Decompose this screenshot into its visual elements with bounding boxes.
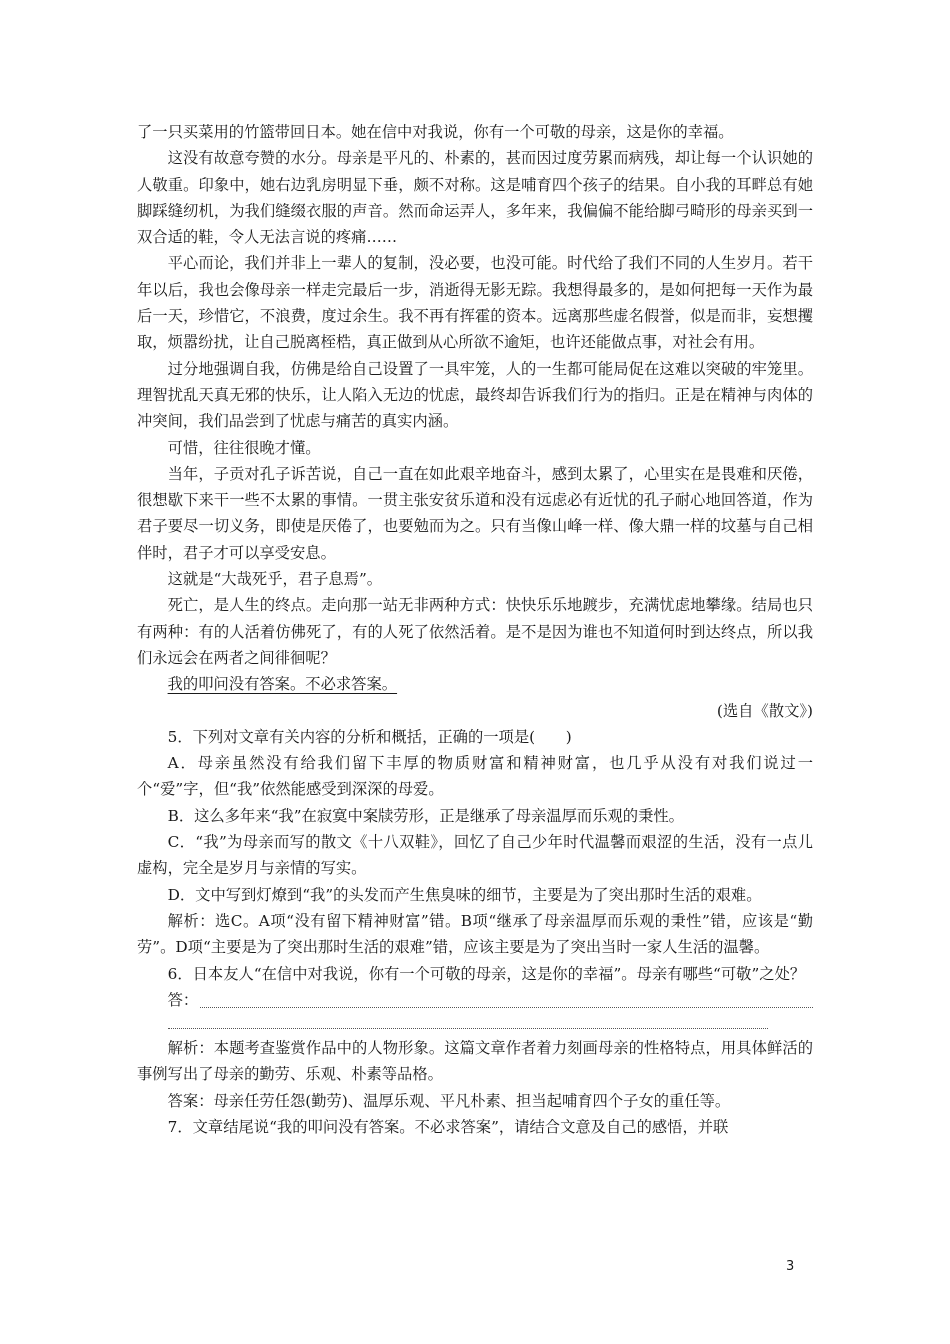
paragraph-3: 平心而论，我们并非上一辈人的复制，没必要，也没可能。时代给了我们不同的人生岁月。若干年以后，我也会像母亲一样走完最后一步，消逝得无影无踪。我想得最多的，是如何把每一天作为最后一天，珍惜它，不浪费，度过余生。我不再有挥霍的资本。远离那些虚名假誉，似是而非，妄想攫取，烦嚣纷扰，让自己脱离桎梏，真正做到从心所欲不逾矩，也许还能做点事，对社会有用。 xyxy=(137,254,813,352)
underlined-sentence: 我的叩问没有答案。不必求答案。 xyxy=(167,675,398,694)
question-5-option-a: A．母亲虽然没有给我们留下丰厚的物质财富和精神财富，也几乎从没有对我们说过一个“爱”字，但“我”依然能感受到深深的母爱。 xyxy=(137,754,813,799)
question-7-stem: 7．文章结尾说“我的叩问没有答案。不必求答案”，请结合文意及自己的感悟，并联 xyxy=(167,1117,729,1136)
question-6-answer: 答案：母亲任劳任怨(勤劳)、温厚乐观、平凡朴素、担当起哺育四个子女的重任等。 xyxy=(167,1091,731,1110)
paragraph-2: 这没有故意夸赞的水分。母亲是平凡的、朴素的，甚而因过度劳累而病残，却让每一个认识她的人敬重。印象中，她右边乳房明显下垂，颇不对称。这是哺育四个孩子的结果。自小我的耳畔总有她脚踩缝纫机，为我们缝缀衣服的声音。然而命运弄人，多年来，我偏偏不能给脚弓畸形的母亲买到一双合适的鞋，令人无法言说的疼痛…… xyxy=(137,149,813,247)
answer-label: 答： xyxy=(167,990,199,1009)
page-number: 3 xyxy=(786,1259,795,1274)
answer-line xyxy=(137,987,813,1013)
paragraph-7: 这就是“大哉死乎，君子息焉”。 xyxy=(167,570,383,589)
paragraph-9-underlined xyxy=(137,671,813,697)
question-5-option-c: C．“我”为母亲而写的散文《十八双鞋》，回忆了自己少年时代温馨而艰涩的生活，没有一点儿虚构，完全是岁月与亲情的写实。 xyxy=(137,833,813,878)
question-5-option-b: B．这么多年来“我”在寂寞中案牍劳形，正是继承了母亲温厚而乐观的秉性。 xyxy=(167,806,684,825)
paragraph-6: 当年，子贡对孔子诉苦说，自己一直在如此艰辛地奋斗，感到太累了，心里实在是畏难和厌倦，很想歇下来干一些不太累的事情。一贯主张安贫乐道和没有远虑必有近忧的孔子耐心地回答道，作为君子要尽一切义务，即使是厌倦了，也要勉而为之。只有当像山峰一样、像大鼎一样的坟墓与自己相伴时，君子才可以享受安息。 xyxy=(137,464,813,562)
paragraph-8: 死亡，是人生的终点。走向那一站无非两种方式：快快乐乐地踱步，充满忧虑地攀缘。结局也只有两种：有的人活着仿佛死了，有的人死了依然活着。是不是因为谁也不知道何时到达终点，所以我们永远会在两者之间徘徊呢？ xyxy=(137,596,813,667)
question-5-stem: 5．下列对文章有关内容的分析和概括，正确的一项是( ) xyxy=(167,727,572,746)
answer-dotted-line-2 xyxy=(168,1027,768,1029)
paragraph-1: 了一只买菜用的竹篮带回日本。她在信中对我说，你有一个可敬的母亲，这是你的幸福。 xyxy=(137,123,734,141)
answer-dotted-line-1 xyxy=(200,1006,813,1008)
page-content xyxy=(137,119,813,1140)
question-6-stem: 6．日本友人“在信中对我说，你有一个可敬的母亲，这是你的幸福”。母亲有哪些“可敬”之处？ xyxy=(167,964,806,983)
paragraph-5: 可惜，往往很晚才懂。 xyxy=(167,438,321,457)
source-citation: (选自《散文》) xyxy=(716,701,813,720)
paragraph-4: 过分地强调自我，仿佛是给自己设置了一具牢笼，人的一生都可能局促在这难以突破的牢笼里。理智扰乱天真无邪的快乐，让人陷入无边的忧虑，最终却告诉我们行为的指归。正是在精神与肉体的冲突间，我们品尝到了忧虑与痛苦的真实内涵。 xyxy=(137,359,813,431)
question-6-analysis: 解析：本题考查鉴赏作品中的人物形象。这篇文章作者着力刻画母亲的性格特点，用具体鲜活的事例写出了母亲的勤劳、乐观、朴素等品格。 xyxy=(137,1039,813,1084)
question-5-analysis: 解析：选C。A项“没有留下精神财富”错。B项“继承了母亲温厚而乐观的秉性”错，应该是“勤劳”。D项“主要是为了突出那时生活的艰难”错，应该主要是为了突出当时一家人生活的温馨。 xyxy=(137,911,813,957)
question-5-option-d: D．文中写到灯燎到“我”的头发而产生焦臭味的细节，主要是为了突出那时生活的艰难。 xyxy=(167,885,762,904)
